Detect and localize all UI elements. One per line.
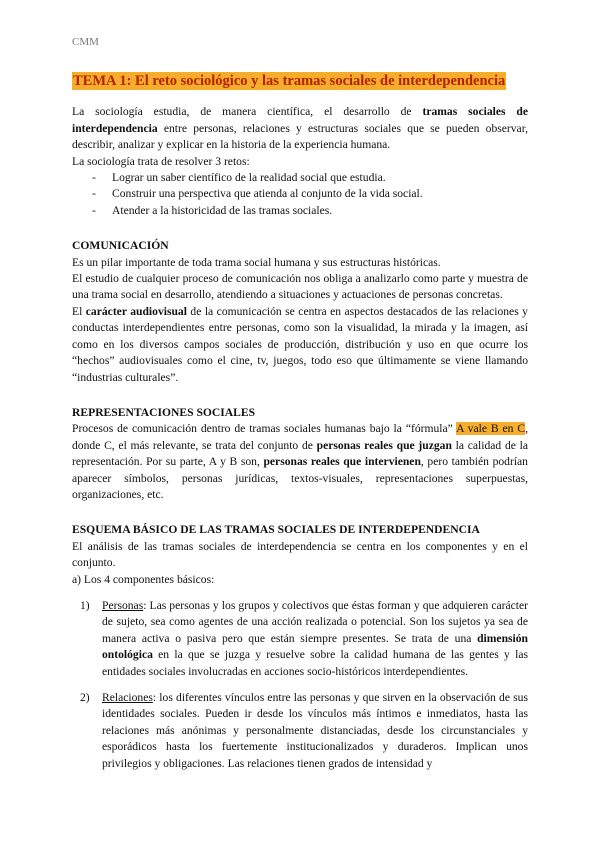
rep-text-b: , donde C, el más relevante, se trata del conjunto de xyxy=(72,422,528,452)
componentes-list xyxy=(72,598,528,772)
item-term: Relaciones xyxy=(102,691,153,704)
item-number: 1) xyxy=(80,598,90,612)
comunicacion-p2: El estudio de cualquier proceso de comunicación nos obliga a analizarlo como parte y muestra de una trama social en desarrollo, atendiendo a situaciones y actuaciones de personas concretas. xyxy=(72,272,528,302)
title-wrap xyxy=(72,72,528,90)
rep-text-a: Procesos de comunicación dentro de tramas sociales humanas bajo la “fórmula” xyxy=(72,422,457,436)
item-term: Personas xyxy=(102,598,144,612)
intro-bold-term: tramas sociales de interdependencia xyxy=(72,105,528,135)
representaciones-paragraph xyxy=(72,421,528,503)
comunicacion-p3 xyxy=(72,304,528,386)
item-text-a: : Las personas y los grupos y colectivos que éstas forman y que adquieren carácter de sujeto, sea como agentes de una acción realizada o potencial. Son los sujetos ya sea de manera activa o pasiva pero que están siempre presentes. Se trata de una xyxy=(102,598,528,645)
item-text-a: : los diferentes vínculos entre las personas y que sirven en la observación de sus identidades sociales. Pueden ir desde los vínculos más íntimos e inmediatos, hasta las relaciones más anónimas y personalmente distanciadas, desde los circunstanciales y esporádicos hasta los fuertemente institucionalizados y duraderos. Implican unos privilegios y obligaciones. Las relaciones tienen grados de intensidad y xyxy=(102,691,528,770)
item-text-b: en la que se juzga y resuelve sobre la calidad humana de las gentes y las entidades sociales involucradas en acciones socio-históricos interdependientes. xyxy=(102,648,528,678)
document-title: TEMA 1: El reto sociológico y las tramas sociales de interdependencia xyxy=(73,73,506,89)
page-header: CMM xyxy=(72,36,99,48)
section-heading-comunicacion: COMUNICACIÓN xyxy=(72,239,169,253)
highlighted-formula: A vale B en C xyxy=(456,422,526,436)
esquema-p2: a) Los 4 componentes básicos: xyxy=(72,572,215,586)
rep-bold-intervienen: personas reales que intervienen xyxy=(263,455,421,469)
intro-paragraph xyxy=(72,104,528,153)
esquema-p1: El análisis de las tramas sociales de interdependencia se centra en los componentes y en el conjunto. xyxy=(72,539,528,570)
retos-intro: La sociología trata de resolver 3 retos: xyxy=(72,154,250,168)
item-bold-term: dimensión ontológica xyxy=(102,631,528,662)
comunicacion-text-a: El xyxy=(72,304,86,318)
list-item: - Lograr un saber científico de la realidad social que estudia. xyxy=(92,170,528,186)
list-item: - Construir una perspectiva que atienda al conjunto de la vida social. xyxy=(92,186,528,202)
section-heading-representaciones: REPRESENTACIONES SOCIALES xyxy=(72,405,256,419)
list-item xyxy=(80,598,528,680)
rep-text-d: , pero también podrían aparecer símbolos, personas jurídicas, textos-visuales, representaciones superpuestas, organizaciones, etc. xyxy=(72,455,528,501)
document-body xyxy=(72,72,528,782)
comunicacion-p1: Es un pilar importante de toda trama social humana y sus estructuras históricas. xyxy=(72,255,441,269)
comunicacion-text-c: de la comunicación se centra en aspectos destacados de las relaciones y conductas interdependientes entre personas, como son la visualidad, la mirada y la imagen, así como en los diversos campos sociales de producción, distribución y uso en que ocurre los “hechos” audiovisuales como el cine, tv, juegos, todo eso que últimamente se viene llamando “industrias culturales”. xyxy=(72,304,528,384)
list-item xyxy=(80,690,528,772)
section-heading-esquema: ESQUEMA BÁSICO DE LAS TRAMAS SOCIALES DE INTERDEPENDENCIA xyxy=(72,523,480,537)
rep-text-c: la calidad de la representación. Por su parte, A y B son, xyxy=(72,438,528,469)
intro-text-a: La sociología estudia, de manera científica, el desarrollo de xyxy=(72,105,423,119)
rep-bold-juzgan: personas reales que juzgan xyxy=(316,438,452,452)
comunicacion-bold-term: carácter audiovisual xyxy=(85,304,187,318)
retos-list xyxy=(72,170,528,219)
list-item: - Atender a la historicidad de las tramas sociales. xyxy=(92,203,528,219)
intro-text-c: entre personas, relaciones y estructuras sociales que se pueden observar, describir, analizar y explicar en la historia de la experiencia humana. xyxy=(72,121,528,152)
item-number: 2) xyxy=(80,691,90,704)
